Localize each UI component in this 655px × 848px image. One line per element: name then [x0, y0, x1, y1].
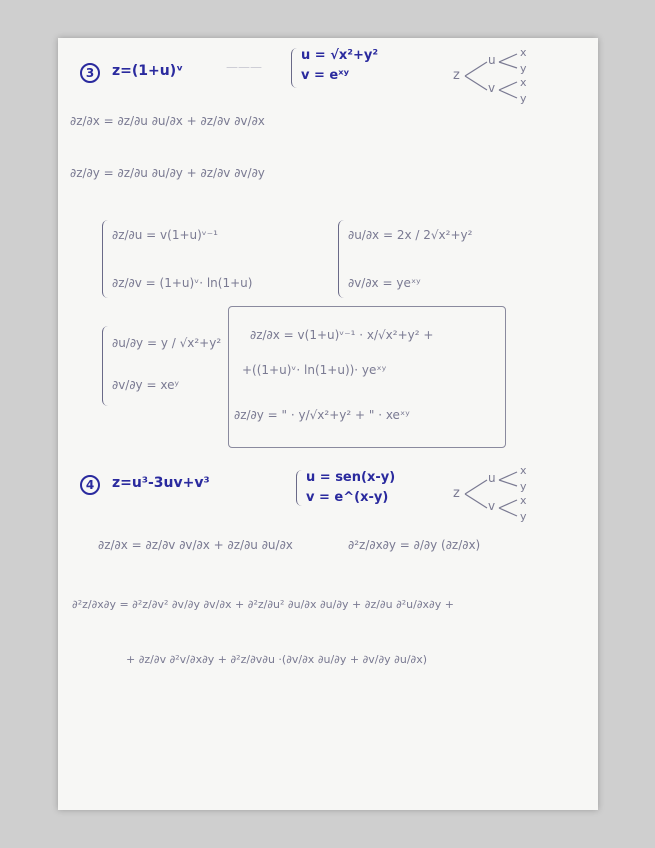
partials-brace-left: [102, 220, 111, 298]
dv-dy: ∂v/∂y = xeʸ: [112, 378, 179, 392]
tree-4-leaf-y-2: y: [520, 510, 527, 523]
tree-3-leaf-x-2: x: [520, 76, 527, 89]
partials-y-brace: [102, 326, 111, 406]
tree-3-node-v: v: [488, 81, 496, 95]
tree-3-root: z: [453, 68, 460, 83]
du-dx: ∂u/∂x = 2x / 2√x²+y²: [348, 228, 473, 242]
problem-3-dependency-tree: [443, 48, 583, 108]
problem-4-chain-x: ∂z/∂x = ∂z/∂v ∂v/∂x + ∂z/∂u ∂u/∂x: [98, 538, 293, 552]
problem-4-dependency-tree: [443, 466, 583, 526]
problem-3-number: 3: [80, 63, 100, 83]
tree-4-leaf-x-2: x: [520, 494, 527, 507]
problem-4-mixed-definition: ∂²z/∂x∂y = ∂/∂y (∂z/∂x): [348, 538, 481, 552]
tree-3-leaf-y-1: y: [520, 62, 527, 75]
problem-4-system-v: v = e^(x-y): [306, 490, 389, 505]
chain-rule-y: ∂z/∂y = ∂z/∂u ∂u/∂y + ∂z/∂v ∂v/∂y: [70, 166, 265, 180]
problem-4-mixed-line-1: ∂²z/∂x∂y = ∂²z/∂v² ∂v/∂y ∂v/∂x + ∂²z/∂u² ∂u/∂x ∂u/∂y + ∂z/∂u ∂²u/∂x∂y +: [72, 598, 454, 611]
tree-3-leaf-x-1: x: [520, 46, 527, 59]
paper-sheet: [58, 38, 598, 810]
tree-4-node-v: v: [488, 499, 496, 513]
du-dy: ∂u/∂y = y / √x²+y²: [112, 336, 222, 350]
problem-3-system-brace: [291, 48, 300, 88]
problem-4-system-brace: [296, 470, 305, 506]
problem-3-function: z=(1+u)ᵛ: [112, 63, 184, 79]
bleed-through-text: ———: [226, 60, 262, 74]
tree-4-node-u: u: [488, 471, 496, 485]
result-dz-dx-line-2: +((1+u)ᵛ· ln(1+u))· yeˣʸ: [242, 363, 387, 377]
result-dz-dy: ∂z/∂y = " · y/√x²+y² + " · xeˣʸ: [234, 408, 410, 422]
problem-4-number: 4: [80, 475, 100, 495]
tree-4-leaf-y-1: y: [520, 480, 527, 493]
tree-4-root: z: [453, 486, 460, 501]
tree-4-leaf-x-1: x: [520, 464, 527, 477]
partials-brace-right: [338, 220, 347, 298]
problem-4-system-u: u = sen(x-y): [306, 470, 396, 485]
problem-4-mixed-line-2: + ∂z/∂v ∂²v/∂x∂y + ∂²z/∂v∂u ·(∂v/∂x ∂u/∂y + ∂v/∂y ∂u/∂x): [126, 653, 428, 666]
dz-dv: ∂z/∂v = (1+u)ᵛ· ln(1+u): [112, 276, 253, 290]
tree-3-node-u: u: [488, 53, 496, 67]
chain-rule-x: ∂z/∂x = ∂z/∂u ∂u/∂x + ∂z/∂v ∂v/∂x: [70, 114, 265, 128]
result-dz-dx-line-1: ∂z/∂x = v(1+u)ᵛ⁻¹ · x/√x²+y² +: [250, 328, 434, 342]
problem-3-system-v: v = eˣʸ: [301, 68, 350, 83]
tree-3-leaf-y-2: y: [520, 92, 527, 105]
dv-dx: ∂v/∂x = yeˣʸ: [348, 276, 421, 290]
problem-4-function: z=u³-3uv+v³: [112, 475, 210, 491]
problem-3-system-u: u = √x²+y²: [301, 48, 379, 63]
dz-du: ∂z/∂u = v(1+u)ᵛ⁻¹: [112, 228, 218, 242]
